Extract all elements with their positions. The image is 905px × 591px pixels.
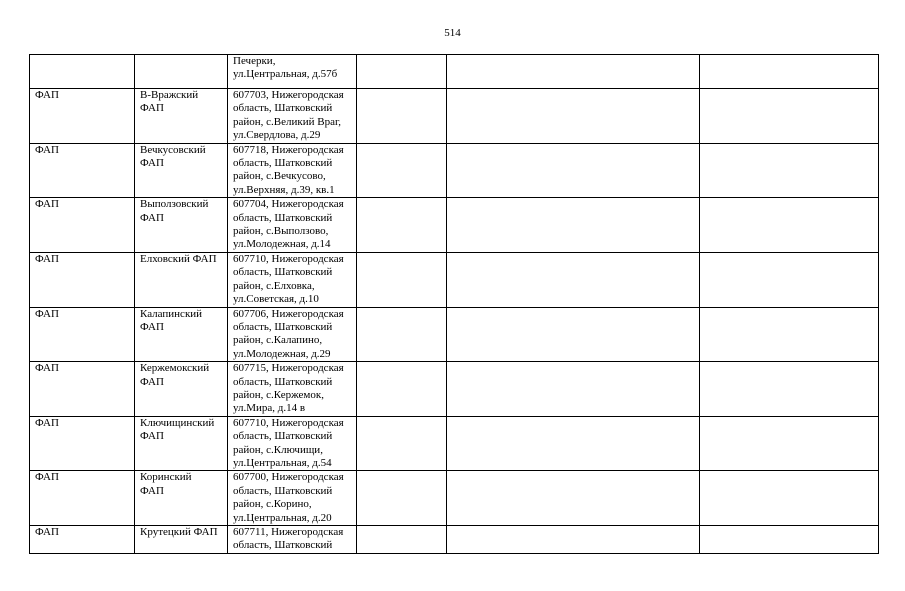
table-row bbox=[30, 526, 879, 554]
table-body bbox=[30, 55, 879, 554]
empty-cell bbox=[700, 252, 879, 307]
empty-cell bbox=[700, 362, 879, 417]
address-line: ул.Верхняя, д.39, кв.1 bbox=[233, 183, 335, 196]
empty-cell bbox=[700, 55, 879, 89]
address-line: 607704, Нижегородская bbox=[233, 198, 344, 211]
facility-name-line: Выползовский bbox=[140, 198, 209, 211]
facility-name-line: Крутецкий ФАП bbox=[140, 526, 218, 538]
facility-type-cell: ФАП bbox=[30, 89, 135, 144]
facility-name-line: ФАП bbox=[140, 375, 164, 388]
facility-address-cell bbox=[228, 362, 357, 417]
facility-name-line: Кержемокский bbox=[140, 362, 210, 375]
address-line: Печерки, bbox=[233, 55, 276, 67]
facility-type-cell: ФАП bbox=[30, 198, 135, 253]
facility-name-line: Коринский bbox=[140, 471, 192, 484]
address-line: область, Шатковский bbox=[233, 484, 333, 497]
empty-cell bbox=[700, 143, 879, 198]
facility-type-cell: ФАП bbox=[30, 143, 135, 198]
address-line: 607711, Нижегородская bbox=[233, 526, 344, 538]
facility-name-cell bbox=[135, 252, 228, 307]
table-row bbox=[30, 55, 879, 89]
facility-name-cell bbox=[135, 143, 228, 198]
empty-cell bbox=[447, 416, 700, 471]
address-line: район, с.Корино, bbox=[233, 498, 312, 511]
empty-cell bbox=[447, 307, 700, 362]
empty-cell bbox=[357, 471, 447, 526]
facility-address-cell bbox=[228, 307, 357, 362]
address-line: район, с.Елховка, bbox=[233, 279, 315, 292]
facility-address-cell bbox=[228, 526, 357, 554]
empty-cell bbox=[447, 143, 700, 198]
address-line: ул.Центральная, д.20 bbox=[233, 511, 332, 524]
address-line: 607715, Нижегородская bbox=[233, 362, 344, 375]
address-line: область, Шатковский bbox=[233, 430, 333, 443]
address-line: область, Шатковский bbox=[233, 320, 333, 333]
address-line: район, с.Калапино, bbox=[233, 334, 323, 347]
empty-cell bbox=[447, 471, 700, 526]
empty-cell bbox=[700, 198, 879, 253]
address-line: 607710, Нижегородская bbox=[233, 416, 344, 429]
empty-cell bbox=[447, 526, 700, 554]
facility-name-line: Вечкусовский bbox=[140, 143, 206, 156]
facility-name-cell bbox=[135, 362, 228, 417]
address-line: область, Шатковский bbox=[233, 102, 333, 115]
address-line: 607703, Нижегородская bbox=[233, 89, 344, 101]
address-line: 607706, Нижегородская bbox=[233, 307, 344, 320]
facility-address-cell bbox=[228, 89, 357, 144]
facility-type-cell bbox=[30, 55, 135, 89]
empty-cell bbox=[700, 89, 879, 144]
empty-cell bbox=[447, 252, 700, 307]
table-row bbox=[30, 143, 879, 198]
facilities-table bbox=[29, 54, 879, 554]
facility-name-cell bbox=[135, 416, 228, 471]
address-line: 607710, Нижегородская bbox=[233, 252, 344, 265]
address-line: область, Шатковский bbox=[233, 539, 333, 552]
address-line: область, Шатковский bbox=[233, 157, 333, 170]
table-row bbox=[30, 307, 879, 362]
address-line: район, с.Вечкусово, bbox=[233, 170, 326, 183]
address-line: район, с.Кержемок, bbox=[233, 388, 324, 401]
address-line: ул.Центральная, д.54 bbox=[233, 456, 332, 469]
facility-name-line: Елховский ФАП bbox=[140, 252, 217, 265]
address-line: область, Шатковский bbox=[233, 266, 333, 279]
address-line: 607700, Нижегородская bbox=[233, 471, 344, 484]
empty-cell bbox=[357, 416, 447, 471]
address-line: ул.Мира, д.14 в bbox=[233, 402, 306, 415]
address-line: ул.Советская, д.10 bbox=[233, 293, 319, 306]
facility-type-cell: ФАП bbox=[30, 471, 135, 526]
empty-cell bbox=[447, 55, 700, 89]
empty-cell bbox=[447, 362, 700, 417]
facility-type-cell: ФАП bbox=[30, 252, 135, 307]
facility-address-cell bbox=[228, 55, 357, 89]
facility-address-cell bbox=[228, 471, 357, 526]
empty-cell bbox=[700, 307, 879, 362]
empty-cell bbox=[700, 471, 879, 526]
empty-cell bbox=[700, 526, 879, 554]
facility-name-line: В-Вражский bbox=[140, 89, 199, 101]
empty-cell bbox=[357, 55, 447, 89]
facility-name-line: ФАП bbox=[140, 211, 164, 224]
empty-cell bbox=[357, 89, 447, 144]
facility-name-line: ФАП bbox=[140, 320, 164, 333]
address-line: ул.Свердлова, д.29 bbox=[233, 129, 321, 142]
address-line: 607718, Нижегородская bbox=[233, 143, 344, 156]
facility-type-cell: ФАП bbox=[30, 362, 135, 417]
facility-name-line: ФАП bbox=[140, 102, 164, 115]
empty-cell bbox=[700, 416, 879, 471]
facility-address-cell bbox=[228, 416, 357, 471]
table-row bbox=[30, 252, 879, 307]
empty-cell bbox=[357, 252, 447, 307]
facility-type-cell: ФАП bbox=[30, 526, 135, 554]
facility-name-line: ФАП bbox=[140, 484, 164, 497]
facility-name-cell bbox=[135, 526, 228, 554]
empty-cell bbox=[357, 362, 447, 417]
facility-address-cell bbox=[228, 198, 357, 253]
empty-cell bbox=[357, 143, 447, 198]
address-line: ул.Молодежная, д.14 bbox=[233, 238, 331, 251]
empty-cell bbox=[447, 198, 700, 253]
address-line: район, с.Ключищи, bbox=[233, 443, 323, 456]
table-row bbox=[30, 416, 879, 471]
facility-name-line: ФАП bbox=[140, 430, 164, 443]
facility-name-cell bbox=[135, 198, 228, 253]
table-row bbox=[30, 89, 879, 144]
address-line: область, Шатковский bbox=[233, 375, 333, 388]
facility-name-cell bbox=[135, 55, 228, 89]
facility-name-line: ФАП bbox=[140, 157, 164, 170]
table-row bbox=[30, 362, 879, 417]
facility-type-cell: ФАП bbox=[30, 307, 135, 362]
empty-cell bbox=[357, 526, 447, 554]
address-line: область, Шатковский bbox=[233, 211, 333, 224]
empty-cell bbox=[357, 307, 447, 362]
page-number: 514 bbox=[444, 27, 461, 39]
address-line: ул.Центральная, д.57б bbox=[233, 68, 338, 81]
table-row bbox=[30, 198, 879, 253]
facility-type-cell: ФАП bbox=[30, 416, 135, 471]
empty-cell bbox=[447, 89, 700, 144]
address-line: район, с.Великий Враг, bbox=[233, 115, 341, 128]
address-line: район, с.Выползово, bbox=[233, 225, 329, 238]
facility-name-cell bbox=[135, 307, 228, 362]
empty-cell bbox=[357, 198, 447, 253]
facility-name-line: Калапинский bbox=[140, 307, 203, 320]
address-line: ул.Молодежная, д.29 bbox=[233, 347, 331, 360]
table-row bbox=[30, 471, 879, 526]
facility-address-cell bbox=[228, 252, 357, 307]
facility-name-line: Ключищинский bbox=[140, 416, 215, 429]
facility-name-cell bbox=[135, 471, 228, 526]
facility-name-cell bbox=[135, 89, 228, 144]
facility-address-cell bbox=[228, 143, 357, 198]
